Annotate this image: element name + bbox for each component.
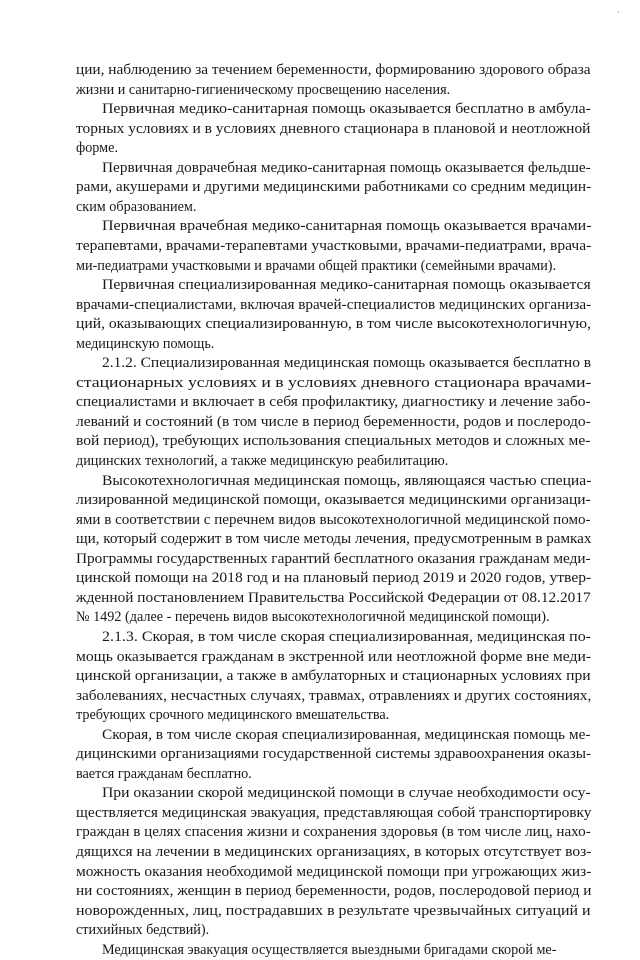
text-line: Медицинская эвакуация осуществляется выездными бригадами скорой ме- xyxy=(102,941,557,958)
text-line: щи, который содержит в том числе методы лечения, предусмотренным в рамках xyxy=(76,531,592,548)
text-line: ями в соответствии с перечнем видов высокотехнологичной медицинской помо- xyxy=(76,511,591,528)
text-line: специалистами и включает в себя профилактику, диагностику и лечение забо- xyxy=(76,394,591,411)
text-line: стихийных бедствий). xyxy=(76,922,210,939)
text-line: № 1492 (далее - перечень видов высокотехнологичной медицинской помощи). xyxy=(76,609,550,626)
text-line: стационарных условиях и в условиях дневного стационара врачами- xyxy=(76,374,592,391)
text-line: форме. xyxy=(76,140,118,157)
text-line: можность оказания необходимой медицинской помощи при угрожающих жиз- xyxy=(76,863,592,880)
text-line: терапевтами, врачами-терапевтами участковыми, врачами-педиатрами, врача- xyxy=(76,237,592,254)
text-line: рами, акушерами и другими медицинскими работниками со средним медицин- xyxy=(76,179,592,196)
text-line: ции, наблюдению за течением беременности, формированию здорового образа xyxy=(76,62,591,78)
document-page xyxy=(76,0,592,958)
text-line: требующих срочного медицинского вмешательства. xyxy=(76,707,390,724)
text-line: новорожденных, лиц, пострадавших в результате чрезвычайных ситуаций и xyxy=(76,902,591,919)
text-line: леваний и состояний (в том числе в период беременности, родов и послеродо- xyxy=(76,413,591,430)
text-line: дицинских технологий, а также медицинскую реабилитацию. xyxy=(76,453,449,469)
text-line: цинской организации, а также в амбулаторных и стационарных условиях при xyxy=(76,668,591,685)
text-line: Первичная специализированная медико-санитарная помощь оказывается xyxy=(102,277,591,294)
text-line: лизированной медицинской помощи, оказывается медицинскими организаци- xyxy=(76,492,591,509)
text-line: При оказании скорой медицинской помощи в случае необходимости осу- xyxy=(102,785,591,802)
text-line: ций, оказывающих специализированную, в том числе высокотехнологичную, xyxy=(76,316,591,333)
text-line: 2.1.2. Специализированная медицинская помощь оказывается бесплатно в xyxy=(102,355,592,372)
corner-mark: · xyxy=(617,8,620,18)
text-line: ществляется медицинская эвакуация, представляющая собой транспортировку xyxy=(76,804,592,821)
text-line: дицинскими организациями государственной системы здравоохранения оказы- xyxy=(76,746,592,763)
text-line: медицинскую помощь. xyxy=(76,335,215,352)
text-line: жденной постановлением Правительства Российской Федерации от 08.12.2017 xyxy=(76,589,591,606)
text-line: мощь оказывается гражданам в экстренной или неотложной форме вне меди- xyxy=(76,648,592,665)
text-line: вается гражданам бесплатно. xyxy=(76,765,252,782)
text-line: Высокотехнологичная медицинская помощь, являющаяся частью специа- xyxy=(102,472,592,489)
text-line: ми-педиатрами участковыми и врачами общей практики (семейными врачами). xyxy=(76,257,557,274)
text-line: граждан в целях спасения жизни и сохранения здоровья (в том числе лиц, нахо- xyxy=(76,824,591,841)
text-line: торных условиях и в условиях дневного стационара в плановой и неотложной xyxy=(76,120,591,137)
text-line: жизни и санитарно-гигиеническому просвещению населения. xyxy=(76,81,451,98)
text-line: заболеваниях, несчастных случаях, травмах, отравлениях и других состояниях, xyxy=(76,687,592,704)
text-line: ни состояниях, женщин в период беременности, родов, послеродовой период и xyxy=(76,883,592,900)
text-line: ским образованием. xyxy=(76,198,197,215)
text-line: Первичная врачебная медико-санитарная помощь оказывается врачами- xyxy=(102,218,592,235)
text-line: Первичная медико-санитарная помощь оказывается бесплатно в амбула- xyxy=(102,101,591,118)
text-line: Скорая, в том числе скорая специализированная, медицинская помощь ме- xyxy=(102,726,591,743)
text-line: врачами-специалистами, включая врачей-специалистов медицинских организа- xyxy=(76,296,592,313)
text-line: Программы государственных гарантий бесплатного оказания гражданам меди- xyxy=(76,550,591,567)
text-line: цинской помощи на 2018 год и на плановый период 2019 и 2020 годов, утвер- xyxy=(76,570,592,587)
text-line: Первичная доврачебная медико-санитарная помощь оказывается фельдше- xyxy=(102,159,591,176)
text-line: вой период), требующих использования специальных методов и сложных ме- xyxy=(76,433,591,450)
text-line: 2.1.3. Скорая, в том числе скорая специализированная, медицинская по- xyxy=(102,628,591,645)
text-line: дящихся на лечении в медицинских организациях, в которых отсутствует воз- xyxy=(76,844,592,860)
